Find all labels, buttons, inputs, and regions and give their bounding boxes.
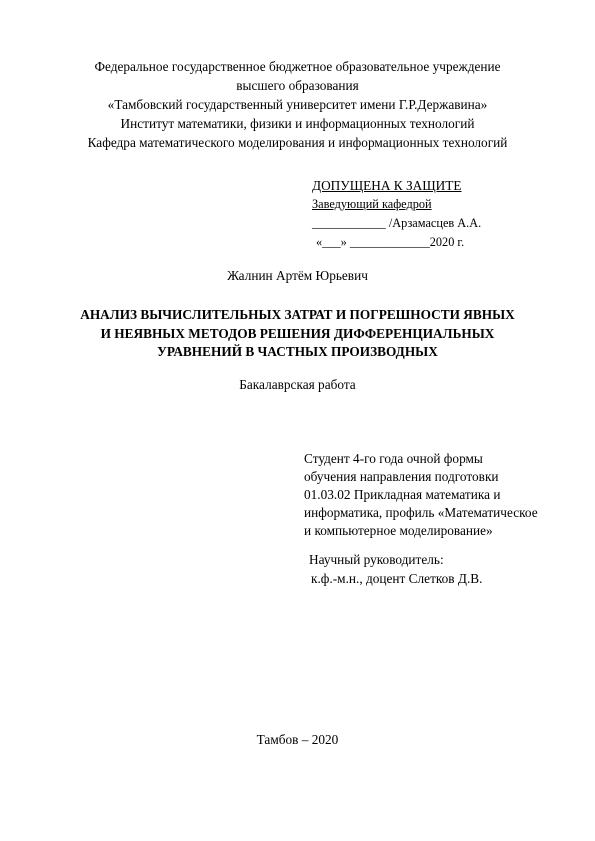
supervisor-label: Научный руководитель: bbox=[309, 552, 444, 567]
approval-date-line: «___» _____________2020 г. bbox=[316, 235, 465, 249]
approval-head-label: Заведующий кафедрой bbox=[312, 197, 432, 211]
student-line-1: Студент 4-го года очной формы bbox=[304, 451, 483, 466]
header-line-ministry: Федеральное государственное бюджетное образовательное учреждение bbox=[94, 59, 501, 74]
approval-signature-line: ____________ /Арзамасцев А.А. bbox=[312, 216, 482, 230]
supervisor-block bbox=[309, 550, 569, 588]
header-line-department: Кафедра математического моделирования и информационных технологий bbox=[87, 135, 508, 150]
student-info bbox=[304, 450, 574, 540]
approval-title: ДОПУЩЕНА К ЗАЩИТЕ bbox=[312, 178, 462, 193]
city-year: Тамбов – 2020 bbox=[256, 732, 339, 747]
institution-header bbox=[40, 57, 555, 152]
header-line-institute: Институт математики, физики и информационных технологий bbox=[120, 116, 475, 131]
header-line-university: «Тамбовский государственный университет имени Г.Р.Державина» bbox=[107, 97, 488, 112]
thesis-title-line-2: И НЕЯВНЫХ МЕТОДОВ РЕШЕНИЯ ДИФФЕРЕНЦИАЛЬНЫХ bbox=[100, 325, 495, 341]
thesis-title-line-3: УРАВНЕНИЙ В ЧАСТНЫХ ПРОИЗВОДНЫХ bbox=[157, 344, 438, 359]
author-name: Жалнин Артём Юрьевич bbox=[227, 268, 368, 283]
work-type: Бакалаврская работа bbox=[239, 377, 356, 392]
student-line-4: информатика, профиль «Математическое bbox=[304, 505, 538, 520]
approval-block bbox=[312, 176, 552, 252]
header-line-education-level: высшего образования bbox=[236, 78, 359, 93]
thesis-title-line-1: АНАЛИЗ ВЫЧИСЛИТЕЛЬНЫХ ЗАТРАТ И ПОГРЕШНОСТИ ЯВНЫХ bbox=[80, 307, 515, 322]
student-line-3: 01.03.02 Прикладная математика и bbox=[304, 487, 501, 502]
student-line-5: и компьютерное моделирование» bbox=[304, 523, 493, 538]
thesis-title bbox=[70, 306, 525, 362]
supervisor-name: к.ф.-м.н., доцент Слетков Д.В. bbox=[311, 571, 483, 586]
student-line-2: обучения направления подготовки bbox=[304, 469, 499, 484]
